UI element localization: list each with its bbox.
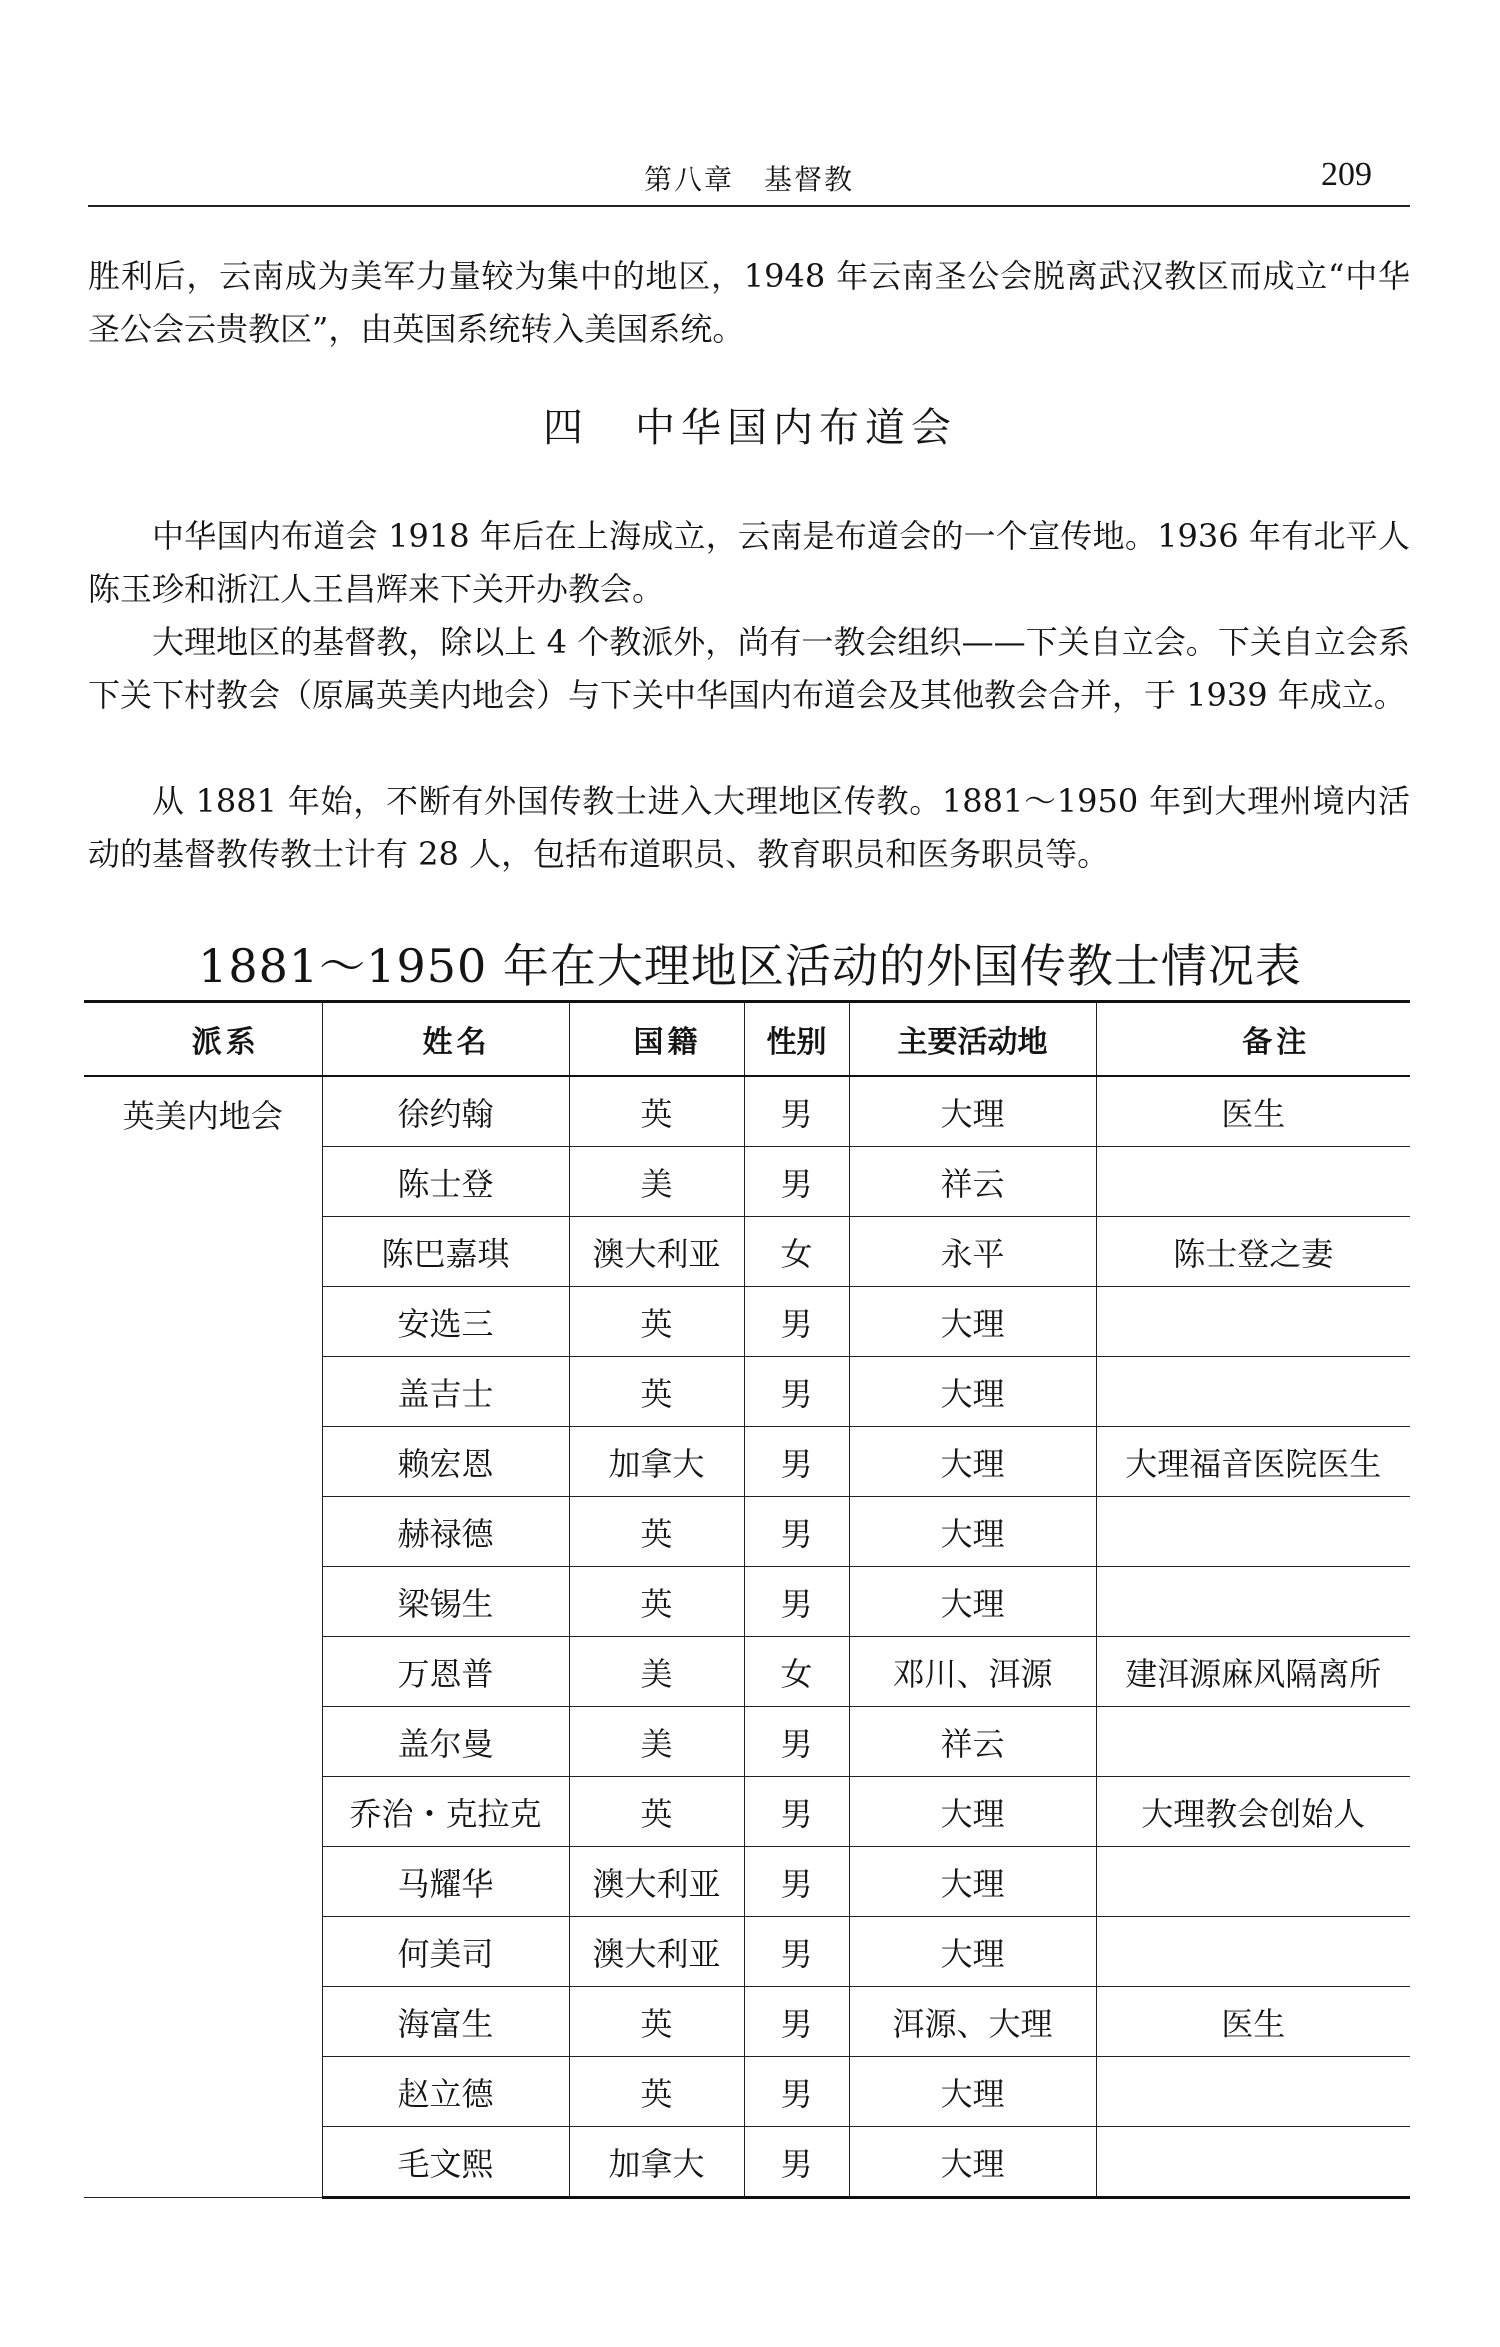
cell-note: 陈士登之妻 xyxy=(1096,1217,1410,1287)
cell-nationality: 澳大利亚 xyxy=(569,1917,744,1987)
cell-name: 盖尔曼 xyxy=(322,1707,569,1777)
cell-name: 赫禄德 xyxy=(322,1497,569,1567)
cell-place: 永平 xyxy=(849,1217,1096,1287)
cell-name: 赖宏恩 xyxy=(322,1427,569,1497)
cell-name: 盖吉士 xyxy=(322,1357,569,1427)
cell-gender: 男 xyxy=(744,1847,849,1917)
cell-gender: 男 xyxy=(744,1567,849,1637)
cell-nationality: 加拿大 xyxy=(569,1427,744,1497)
cell-name: 赵立德 xyxy=(322,2057,569,2127)
cell-name: 马耀华 xyxy=(322,1847,569,1917)
cell-gender: 男 xyxy=(744,1287,849,1357)
paragraph: 大理地区的基督教，除以上 4 个教派外，尚有一教会组织——下关自立会。下关自立会系下关下村教会（原属英美内地会）与下关中华国内布道会及其他教会合并，于 1939 年成立。 xyxy=(88,623,1410,714)
cell-note xyxy=(1096,1497,1410,1567)
cell-nationality: 澳大利亚 xyxy=(569,1217,744,1287)
cell-nationality: 美 xyxy=(569,1147,744,1217)
cell-place: 祥云 xyxy=(849,1147,1096,1217)
cell-name: 梁锡生 xyxy=(322,1567,569,1637)
cell-place: 大理 xyxy=(849,1917,1096,1987)
cell-nationality: 加拿大 xyxy=(569,2127,744,2198)
cell-place: 大理 xyxy=(849,1777,1096,1847)
section-number: 四 xyxy=(543,405,589,451)
table-title: 1881～1950 年在大理地区活动的外国传教士情况表 xyxy=(198,939,1302,993)
cell-note xyxy=(1096,1567,1410,1637)
cell-gender: 男 xyxy=(744,2127,849,2198)
cell-place: 邓川、洱源 xyxy=(849,1637,1096,1707)
column-header-nationality: 国籍 xyxy=(569,1002,744,1077)
cell-nationality: 英 xyxy=(569,1567,744,1637)
table-row xyxy=(84,1076,1410,1147)
cell-nationality: 英 xyxy=(569,1357,744,1427)
cell-gender: 男 xyxy=(744,1777,849,1847)
cell-gender: 男 xyxy=(744,1917,849,1987)
cell-gender: 女 xyxy=(744,1637,849,1707)
cell-gender: 女 xyxy=(744,1217,849,1287)
cell-note: 医生 xyxy=(1096,1076,1410,1147)
cell-name: 何美司 xyxy=(322,1917,569,1987)
cell-note xyxy=(1096,1147,1410,1217)
cell-nationality: 美 xyxy=(569,1637,744,1707)
cell-note: 医生 xyxy=(1096,1987,1410,2057)
cell-nationality: 英 xyxy=(569,2057,744,2127)
cell-note xyxy=(1096,2127,1410,2198)
cell-note xyxy=(1096,1707,1410,1777)
cell-name: 毛文熙 xyxy=(322,2127,569,2198)
cell-gender: 男 xyxy=(744,2057,849,2127)
section-heading xyxy=(0,396,1500,453)
intro-paragraph: 胜利后，云南成为美军力量较为集中的地区，1948 年云南圣公会脱离武汉教区而成立“中华圣公会云贵教区”，由英国系统转入美国系统。 xyxy=(88,257,1410,348)
column-header-name: 姓名 xyxy=(322,1002,569,1077)
cell-nationality: 英 xyxy=(569,1497,744,1567)
cell-name: 陈士登 xyxy=(322,1147,569,1217)
cell-place: 大理 xyxy=(849,1287,1096,1357)
cell-sect: 英美内地会 xyxy=(84,1076,322,2198)
section-title: 中华国内布道会 xyxy=(635,405,957,451)
cell-note: 大理教会创始人 xyxy=(1096,1777,1410,1847)
cell-gender: 男 xyxy=(744,1497,849,1567)
cell-gender: 男 xyxy=(744,1076,849,1147)
cell-place: 大理 xyxy=(849,1357,1096,1427)
cell-name: 万恩普 xyxy=(322,1637,569,1707)
cell-gender: 男 xyxy=(744,1427,849,1497)
cell-place: 祥云 xyxy=(849,1707,1096,1777)
cell-place: 大理 xyxy=(849,1567,1096,1637)
cell-place: 洱源、大理 xyxy=(849,1987,1096,2057)
cell-name: 乔治・克拉克 xyxy=(322,1777,569,1847)
table-header-row xyxy=(84,1002,1410,1077)
cell-note xyxy=(1096,1287,1410,1357)
cell-name: 安选三 xyxy=(322,1287,569,1357)
cell-place: 大理 xyxy=(849,1847,1096,1917)
cell-gender: 男 xyxy=(744,1707,849,1777)
paragraph: 从 1881 年始，不断有外国传教士进入大理地区传教。1881～1950 年到大理州境内活动的基督教传教士计有 28 人，包括布道职员、教育职员和医务职员等。 xyxy=(88,782,1410,873)
cell-note: 建洱源麻风隔离所 xyxy=(1096,1637,1410,1707)
cell-note xyxy=(1096,2057,1410,2127)
cell-nationality: 美 xyxy=(569,1707,744,1777)
cell-nationality: 澳大利亚 xyxy=(569,1847,744,1917)
cell-name: 陈巴嘉琪 xyxy=(322,1217,569,1287)
cell-note: 大理福音医院医生 xyxy=(1096,1427,1410,1497)
page-number: 209 xyxy=(1321,156,1372,193)
table-body xyxy=(84,1076,1410,2198)
cell-nationality: 英 xyxy=(569,1987,744,2057)
cell-gender: 男 xyxy=(744,1147,849,1217)
cell-nationality: 英 xyxy=(569,1287,744,1357)
header-rule xyxy=(88,205,1410,207)
cell-place: 大理 xyxy=(849,1076,1096,1147)
paragraph: 中华国内布道会 1918 年后在上海成立，云南是布道会的一个宣传地。1936 年有北平人陈玉珍和浙江人王昌辉来下关开办教会。 xyxy=(88,517,1410,608)
cell-note xyxy=(1096,1847,1410,1917)
chapter-title: 第八章 基督教 xyxy=(643,163,854,196)
cell-name: 海富生 xyxy=(322,1987,569,2057)
cell-gender: 男 xyxy=(744,1357,849,1427)
column-header-gender: 性别 xyxy=(744,1002,849,1077)
cell-gender: 男 xyxy=(744,1987,849,2057)
column-header-note: 备注 xyxy=(1096,1002,1410,1077)
cell-place: 大理 xyxy=(849,2057,1096,2127)
column-header-sect: 派系 xyxy=(84,1002,322,1077)
cell-nationality: 英 xyxy=(569,1076,744,1147)
cell-nationality: 英 xyxy=(569,1777,744,1847)
cell-place: 大理 xyxy=(849,1427,1096,1497)
cell-place: 大理 xyxy=(849,2127,1096,2198)
cell-place: 大理 xyxy=(849,1497,1096,1567)
cell-note xyxy=(1096,1917,1410,1987)
column-header-place: 主要活动地 xyxy=(849,1002,1096,1077)
running-header xyxy=(88,150,1410,198)
cell-note xyxy=(1096,1357,1410,1427)
cell-name: 徐约翰 xyxy=(322,1076,569,1147)
missionary-table xyxy=(84,1000,1410,2199)
